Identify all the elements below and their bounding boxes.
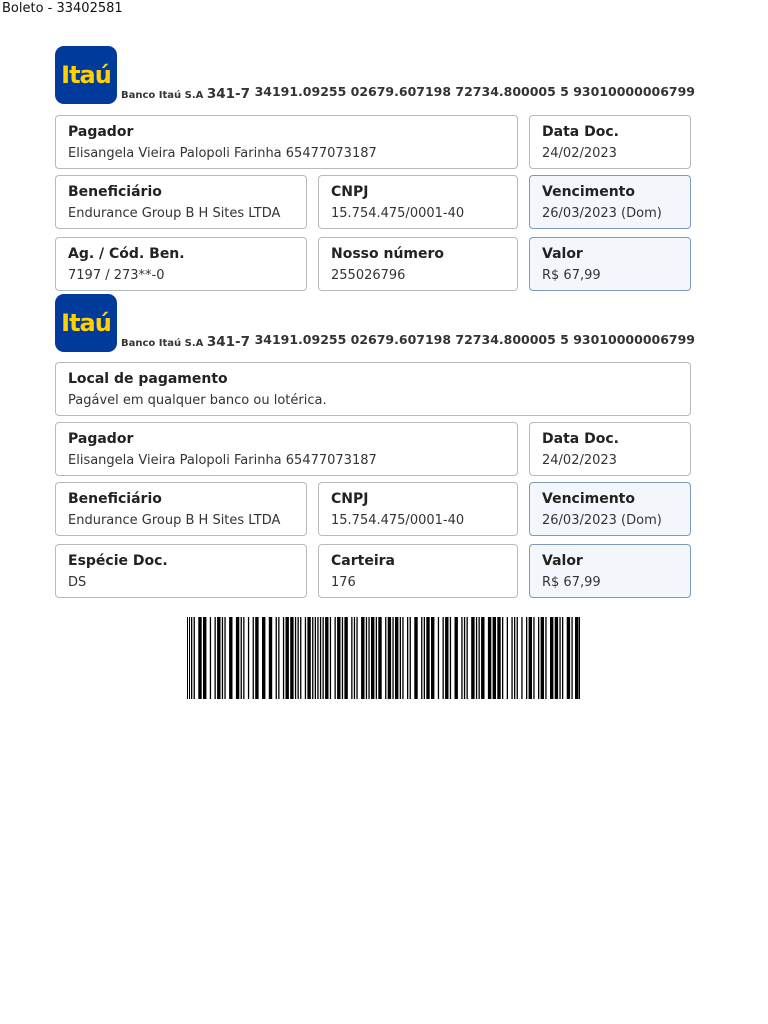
barcode-bar [493, 617, 496, 699]
barcode-bar [514, 617, 515, 699]
digitable-line: 34191.09255 02679.607198 72734.800005 5 93010000006799 [254, 84, 695, 99]
barcode-bar [400, 617, 401, 699]
slip-beneficiario-box [55, 482, 307, 536]
field-value: R$ 67,99 [542, 575, 601, 590]
barcode-bar [317, 617, 318, 699]
slip-data-doc-box [529, 422, 691, 476]
field-value: 26/03/2023 (Dom) [542, 513, 662, 528]
barcode-bar [575, 617, 578, 699]
barcode-bar [376, 617, 377, 699]
barcode-bar [555, 617, 558, 699]
barcode-bar [203, 617, 206, 699]
barcode-bar [471, 617, 474, 699]
barcode-bar [395, 617, 398, 699]
field-label: Vencimento [542, 184, 635, 200]
barcode-bar [421, 617, 422, 699]
barcode-bar [315, 617, 316, 699]
barcode-bar [248, 617, 249, 699]
field-label: Carteira [331, 553, 395, 569]
barcode-bar [262, 617, 265, 699]
barcode-bar [241, 617, 242, 699]
barcode-bar [414, 617, 417, 699]
barcode-bar [378, 617, 381, 699]
barcode-bar [479, 617, 480, 699]
barcode-bar [567, 617, 570, 699]
barcode-bar [295, 617, 296, 699]
field-value: 24/02/2023 [542, 146, 617, 161]
bank-name [121, 334, 250, 350]
barcode-bar [443, 617, 444, 699]
field-value: 15.754.475/0001-40 [331, 513, 465, 528]
barcode-bar [521, 617, 522, 699]
receipt-cnpj-box [318, 175, 518, 229]
field-label: Nosso número [331, 246, 445, 262]
field-value: 176 [331, 575, 356, 590]
barcode-bar [438, 617, 439, 699]
barcode-bar [371, 617, 374, 699]
barcode-bar [361, 617, 364, 699]
barcode-bar [269, 617, 272, 699]
barcode-bar [366, 617, 367, 699]
barcode-bar [529, 617, 532, 699]
barcode-bar [330, 617, 331, 699]
barcode-bar [385, 617, 386, 699]
barcode-bar [194, 617, 195, 699]
barcode-bar [368, 617, 369, 699]
barcode-bar [320, 617, 321, 699]
barcode-bar [253, 617, 254, 699]
receipt-data-doc-box [529, 115, 691, 169]
bank-code: 341-7 [206, 334, 251, 350]
barcode-bar [337, 617, 340, 699]
receipt-vencimento-box [529, 175, 691, 229]
barcode-bar [481, 617, 484, 699]
bank-name [121, 86, 250, 102]
barcode-bar [455, 617, 458, 699]
barcode-bar [517, 617, 518, 699]
barcode-bar [424, 617, 425, 699]
barcode-bar [224, 617, 225, 699]
logo-text: Itaú [61, 309, 111, 337]
field-value: Pagável em qualquer banco ou lotérica. [68, 393, 327, 408]
barcode-bar [283, 617, 284, 699]
field-value: 7197 / 273**-0 [68, 268, 165, 283]
field-value: Elisangela Vieira Palopoli Farinha 65477073187 [68, 146, 377, 161]
barcode-bar [450, 617, 451, 699]
barcode-bar [290, 617, 293, 699]
barcode-bar [307, 617, 310, 699]
barcode-bar [562, 617, 563, 699]
barcode-bar [538, 617, 539, 699]
field-label: Ag. / Cód. Ben. [68, 246, 185, 262]
barcode-bar [276, 617, 277, 699]
barcode-bar [392, 617, 393, 699]
itau-logo-icon [55, 46, 117, 104]
barcode-bar [278, 617, 279, 699]
field-label: Espécie Doc. [68, 553, 168, 569]
barcode-bar [198, 617, 201, 699]
field-label: Beneficiário [68, 184, 162, 200]
barcode-bar [236, 617, 239, 699]
barcode-bar [497, 617, 500, 699]
slip-pagador-box [55, 422, 518, 476]
field-label: Data Doc. [542, 124, 619, 140]
barcode-bar [344, 617, 347, 699]
field-label: Local de pagamento [68, 371, 228, 387]
barcode-bar [351, 617, 352, 699]
receipt-nosso-numero-box [318, 237, 518, 291]
barcode-bar [356, 617, 357, 699]
receipt-beneficiario-box [55, 175, 307, 229]
barcode-bar [445, 617, 448, 699]
slip-local-pagamento-box [55, 362, 691, 416]
barcode-bar [312, 617, 313, 699]
barcode-bar [467, 617, 468, 699]
field-value: Elisangela Vieira Palopoli Farinha 65477073187 [68, 453, 377, 468]
bank-code: 341-7 [206, 86, 251, 102]
barcode-bar [342, 617, 343, 699]
slip-cnpj-box [318, 482, 518, 536]
barcode-bar [426, 617, 429, 699]
field-value: Endurance Group B H Sites LTDA [68, 206, 281, 221]
barcode-bar [550, 617, 553, 699]
barcode-bar [215, 617, 216, 699]
barcode-icon [187, 617, 580, 699]
barcode-bar [545, 617, 546, 699]
digitable-line: 34191.09255 02679.607198 72734.800005 5 93010000006799 [254, 332, 695, 347]
bank-name-text: Banco Itaú S.A [121, 90, 204, 101]
barcode-bar [189, 617, 190, 699]
field-label: CNPJ [331, 491, 369, 507]
barcode-bar [488, 617, 491, 699]
barcode-bar [217, 617, 220, 699]
barcode-bar [461, 617, 462, 699]
barcode-bar [533, 617, 534, 699]
slip-vencimento-box [529, 482, 691, 536]
barcode-bar [407, 617, 408, 699]
barcode-bar [325, 617, 328, 699]
receipt-pagador-box [55, 115, 518, 169]
field-value: 255026796 [331, 268, 406, 283]
field-label: Valor [542, 246, 583, 262]
barcode-bar [354, 617, 355, 699]
barcode-bar [410, 617, 411, 699]
field-label: CNPJ [331, 184, 369, 200]
field-label: Vencimento [542, 491, 635, 507]
field-label: Data Doc. [542, 431, 619, 447]
barcode-bar [222, 617, 223, 699]
barcode-bar [300, 617, 301, 699]
bank-name-text: Banco Itaú S.A [121, 338, 204, 349]
barcode-bar [210, 617, 211, 699]
barcode-bar [507, 617, 508, 699]
barcode-bar [402, 617, 403, 699]
barcode-bar [431, 617, 434, 699]
itau-logo-icon [55, 294, 117, 352]
field-value: 15.754.475/0001-40 [331, 206, 465, 221]
slip-especie-doc-box [55, 544, 307, 598]
barcode-bar [243, 617, 244, 699]
barcode-bar [541, 617, 544, 699]
barcode-bar [335, 617, 336, 699]
barcode-bar [511, 617, 512, 699]
barcode-bar [191, 617, 192, 699]
field-value: DS [68, 575, 87, 590]
receipt-agencia-box [55, 237, 307, 291]
barcode-bar [502, 617, 503, 699]
barcode-bar [323, 617, 324, 699]
receipt-header [55, 46, 695, 104]
barcode-bar [571, 617, 572, 699]
barcode-bar [286, 617, 289, 699]
slip-valor-box [529, 544, 691, 598]
field-value: R$ 67,99 [542, 268, 601, 283]
receipt-valor-box [529, 237, 691, 291]
slip-header [55, 294, 695, 352]
barcode-bar [579, 617, 580, 699]
field-label: Pagador [68, 124, 134, 140]
logo-text: Itaú [61, 61, 111, 89]
barcode-bar [559, 617, 560, 699]
barcode-bar [255, 617, 258, 699]
barcode-bar [298, 617, 299, 699]
barcode-bar [526, 617, 527, 699]
field-label: Valor [542, 553, 583, 569]
barcode-bar [464, 617, 465, 699]
field-value: 24/02/2023 [542, 453, 617, 468]
barcode-bar [187, 617, 188, 699]
barcode-bar [305, 617, 306, 699]
slip-carteira-box [318, 544, 518, 598]
field-value: 26/03/2023 (Dom) [542, 206, 662, 221]
document-title: Boleto - 33402581 [2, 1, 123, 16]
field-label: Pagador [68, 431, 134, 447]
barcode-bar [476, 617, 477, 699]
field-label: Beneficiário [68, 491, 162, 507]
field-value: Endurance Group B H Sites LTDA [68, 513, 281, 528]
barcode-bar [388, 617, 391, 699]
barcode-bar [229, 617, 232, 699]
